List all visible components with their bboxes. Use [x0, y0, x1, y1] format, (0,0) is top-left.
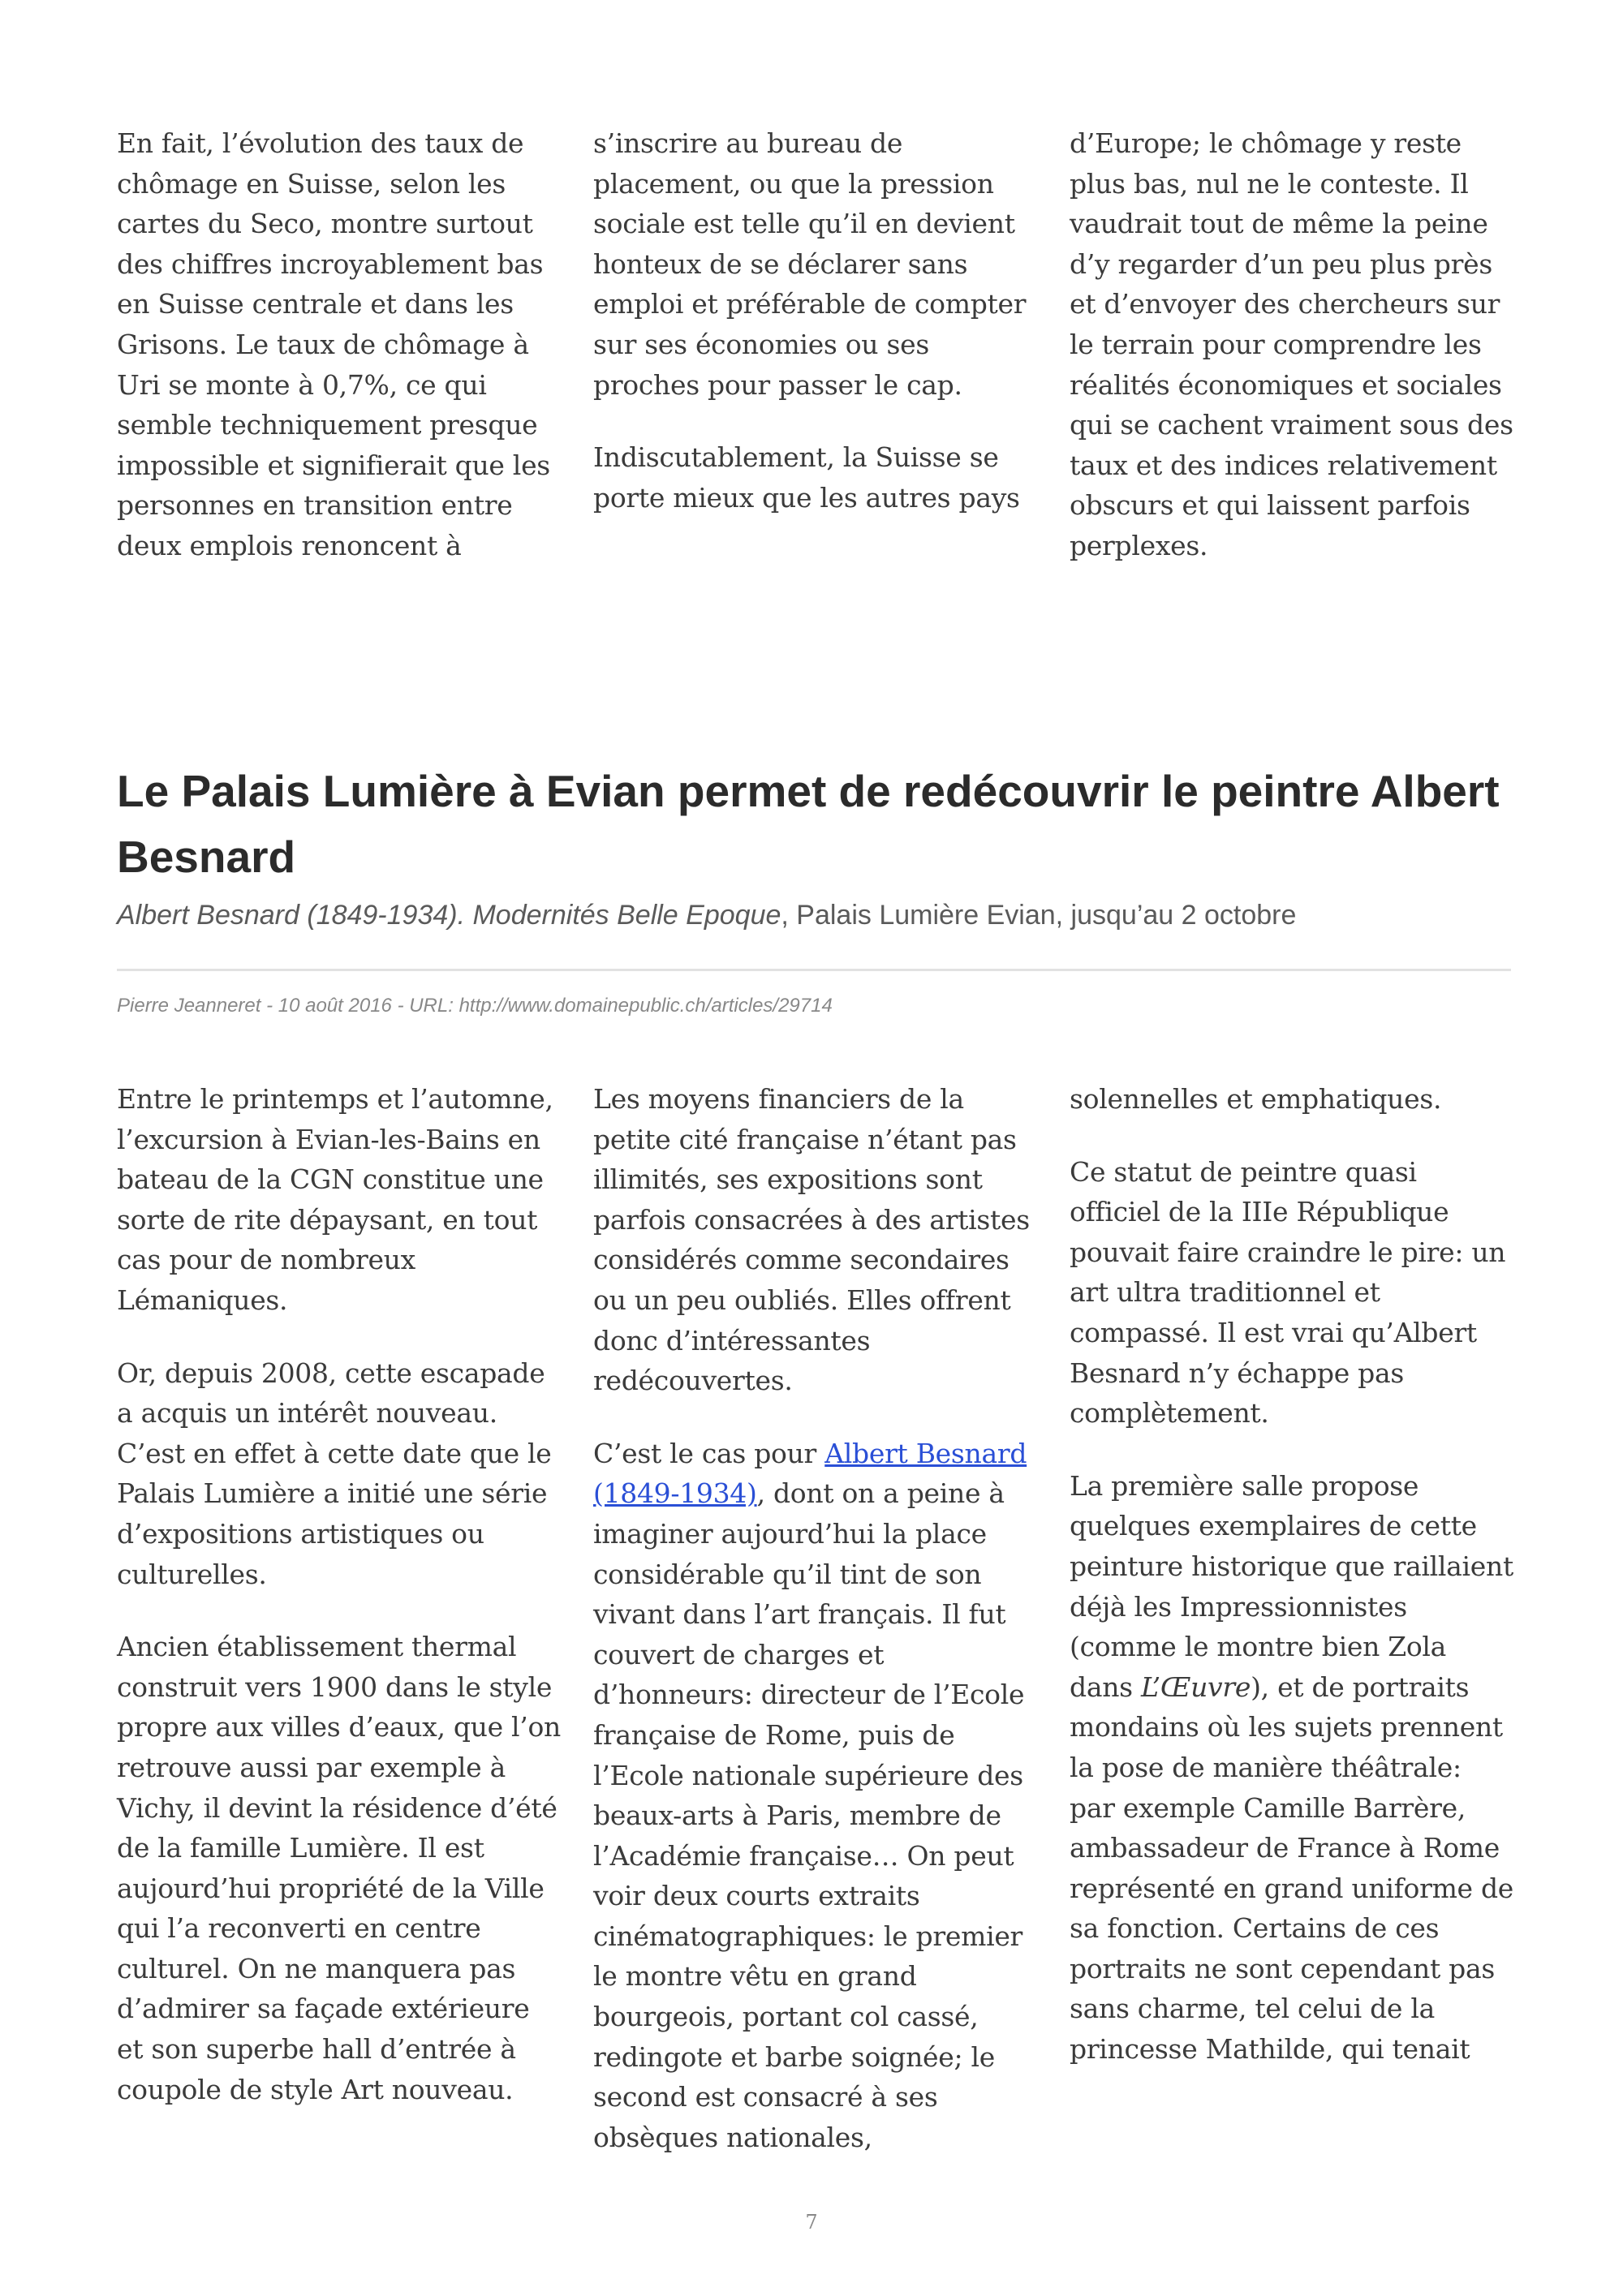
paragraph: En fait, l’évolution des taux de chômage en Suisse, selon les cartes du Seco, montre surtout des chiffres incroyablement bas en Suisse centrale et dans les Grisons. Le taux de chômage à Uri se monte à 0,7%, ce qui semble techniquement presque impossible et signifierait que les personnes en transition entre deux emplois renoncent à	[117, 127, 550, 561]
paragraph: s’inscrire au bureau de placement, ou que la pression sociale est telle qu’il en devient honteux de se déclarer sans emploi et préférable de compter sur ses économies ou ses proches pour passer le cap.	[593, 127, 1027, 401]
paragraph: Ancien établissement thermal construit vers 1900 dans le style propre aux villes d’eaux, que l’on retrouve aussi par exemple à Vichy, il devint la résidence d’été de la famille Lumière. Il est aujourd’hui propriété de la Ville qui l’a reconverti en centre culturel. On ne manquera pas d’admirer sa façade extérieure et son superbe hall d’entrée à coupole de style Art nouveau.	[117, 1631, 561, 2105]
text-span: ), et de portraits mondains où les sujets prennent la pose de manière théâtrale: par exemple Camille Barrère, ambassadeur de France à Rome représenté en grand uniforme de sa fonction. Certains de ces portraits ne sont cependant pas sans charme, tel celui de la princesse Mathilde, qui tenait	[1070, 1670, 1514, 2066]
exhibition-name: Albert Besnard (1849-1934). Modernités Belle Epoque	[117, 900, 781, 931]
column-2	[593, 1079, 1038, 2157]
page-number: 7	[805, 2211, 818, 2234]
previous-article-continuation	[117, 123, 1511, 566]
article-byline: Pierre Jeanneret - 10 août 2016 - URL: http://www.domainepublic.ch/articles/29714	[117, 995, 833, 1017]
paragraph: d’Europe; le chômage y reste plus bas, nul ne le conteste. Il vaudrait tout de même la peine d’y regarder d’un peu plus près et d’envoyer des chercheurs sur le terrain pour comprendre les réalités économiques et sociales qui se cachent vraiment sous des taux et des indices relativement obscurs et qui laissent parfois perplexes.	[1070, 127, 1513, 561]
paragraph	[593, 1434, 1038, 2158]
paragraph: Entre le printemps et l’automne, l’excursion à Evian-les-Bains en bateau de la CGN constitue une sorte de rite dépaysant, en tout cas pour de nombreux Lémaniques.	[117, 1083, 553, 1316]
paragraph	[1070, 1466, 1514, 2070]
albert-besnard-link[interactable]: Albert Besnard (1849-1934)	[593, 1437, 1027, 1510]
article-title: Le Palais Lumière à Evian permet de redécouvrir le peintre Albert Besnard	[117, 766, 1500, 882]
divider	[117, 969, 1511, 971]
book-title: L’Œuvre	[1140, 1670, 1251, 1703]
paragraph: solennelles et emphatiques.	[1070, 1083, 1442, 1115]
paragraph: Indiscutablement, la Suisse se porte mieux que les autres pays	[593, 441, 1020, 514]
column-3	[1070, 1079, 1514, 2157]
exhibition-details: , Palais Lumière Evian, jusqu’au 2 octobre	[781, 900, 1297, 931]
article-subtitle	[117, 896, 1545, 934]
column-1	[117, 1079, 562, 2157]
text-span: La première salle propose quelques exemplaires de cette peinture historique que raillaient déjà les Impressionnistes (comme le montre bien Zola dans	[1070, 1469, 1513, 1703]
text-span: , dont on a peine à imaginer aujourd’hui la place considérable qu’il tint de son vivant dans l’art français. Il fut couvert de charges et d’honneurs: directeur de l’Ecole française de Rome, puis de l’Ecole nationale supérieure des beaux-arts à Paris, membre de l’Académie française… On peut voir deux courts extraits cinématographiques: le premier le montre vêtu en grand bourgeois, portant col cassé, redingote et barbe soignée; le second est consacré à ses obsèques nationales,	[593, 1477, 1025, 2153]
article-body	[117, 1079, 1514, 2157]
paragraph: Ce statut de peintre quasi officiel de la IIIe République pouvait faire craindre le pire: un art ultra traditionnel et compassé. Il est vrai qu’Albert Besnard n’y échappe pas complètement.	[1070, 1155, 1506, 1430]
column-2	[593, 123, 1038, 566]
paragraph: Les moyens financiers de la petite cité française n’étant pas illimités, ses expositions sont parfois consacrées à des artistes considérés comme secondaires ou un peu oubliés. Elles offrent donc d’intéressantes redécouvertes.	[593, 1083, 1030, 1397]
paragraph: Or, depuis 2008, cette escapade a acquis un intérêt nouveau. C’est en effet à cette date que le Palais Lumière a initié une série d’expositions artistiques ou culturelles.	[117, 1357, 552, 1590]
text-span: C’est le cas pour	[593, 1437, 825, 1469]
column-3	[1070, 123, 1514, 566]
column-1	[117, 123, 562, 566]
